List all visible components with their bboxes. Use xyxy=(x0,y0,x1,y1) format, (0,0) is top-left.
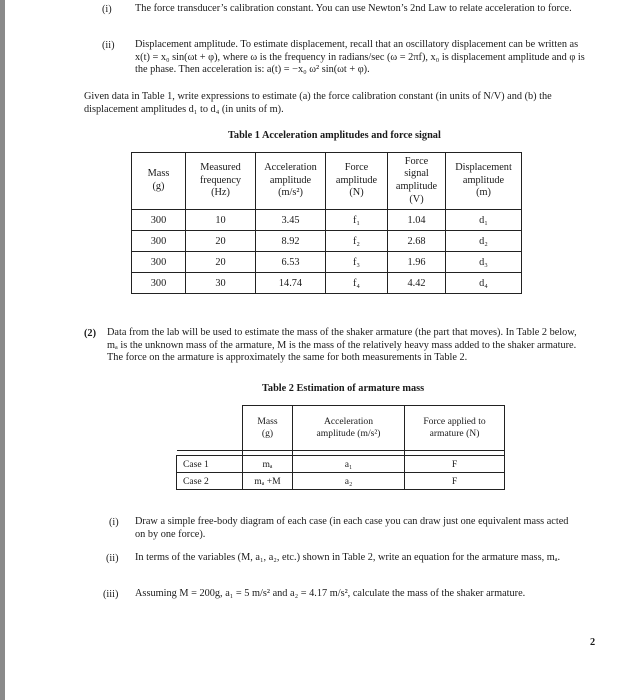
table1-header-displacement: Displacement amplitude (m) xyxy=(446,153,522,210)
table1-cell-frequency: 10 xyxy=(186,210,256,231)
table2-cell-acceleration: a₁ xyxy=(293,456,405,473)
table1-cell-frequency: 20 xyxy=(186,231,256,252)
question-ii-number: (ii) xyxy=(106,553,119,564)
table1-cell-acceleration: 6.53 xyxy=(256,252,326,273)
table1-header-force: Force amplitude (N) xyxy=(326,153,388,210)
page-number: 2 xyxy=(590,637,596,648)
table1-cell-force: f₄ xyxy=(326,273,388,294)
table1-caption: Table 1 Acceleration amplitudes and force signal xyxy=(228,130,441,141)
table1-cell-force: f₂ xyxy=(326,231,388,252)
table1-cell-mass: 300 xyxy=(132,273,186,294)
table1-header-mass: Mass (g) xyxy=(132,153,186,210)
part1-ii-number: (ii) xyxy=(102,40,115,51)
table1-cell-signal: 1.04 xyxy=(388,210,446,231)
table1-cell-acceleration: 14.74 xyxy=(256,273,326,294)
table-row xyxy=(177,473,505,490)
table1-cell-mass: 300 xyxy=(132,231,186,252)
table-row xyxy=(132,210,522,231)
table-row xyxy=(132,273,522,294)
table1-cell-mass: 300 xyxy=(132,252,186,273)
table2-cell-case: Case 2 xyxy=(177,473,243,490)
table-row xyxy=(132,231,522,252)
part1-ii-text: Displacement amplitude. To estimate displacement, recall that an oscillatory displacement can be written as x(t) = x₀ sin(ωt + φ), where ω is the frequency in radians/sec (ω = 2πf), x₀ is displacement amplitude and φ is the phase. Then acceleration is: a(t) = −x₀ ω² sin(ωt + φ). xyxy=(135,39,585,76)
table1-header-row xyxy=(132,153,522,210)
table1-cell-signal: 2.68 xyxy=(388,231,446,252)
table2 xyxy=(176,405,505,490)
table2-cell-force: F xyxy=(405,456,505,473)
part1-i-number: (i) xyxy=(102,4,112,15)
given-data-paragraph: Given data in Table 1, write expressions to estimate (a) the force calibration constant (in units of N/V) and (b) the displacement amplitudes d₁ to d₄ (in units of m). xyxy=(84,91,552,115)
table1-cell-displacement: d₂ xyxy=(446,231,522,252)
table1 xyxy=(131,152,522,294)
question-i-number: (i) xyxy=(109,517,119,528)
table1-header-acceleration: Acceleration amplitude (m/s²) xyxy=(256,153,326,210)
table1-cell-acceleration: 3.45 xyxy=(256,210,326,231)
table1-cell-acceleration: 8.92 xyxy=(256,231,326,252)
table2-header-mass: Mass (g) xyxy=(243,406,293,451)
table1-cell-signal: 1.96 xyxy=(388,252,446,273)
table1-cell-displacement: d₁ xyxy=(446,210,522,231)
table2-cell-acceleration: a₂ xyxy=(293,473,405,490)
table2-header-row xyxy=(177,406,505,451)
part1-i-text: The force transducer’s calibration constant. You can use Newton’s 2nd Law to relate acceleration to force. xyxy=(135,3,572,14)
table1-cell-displacement: d₄ xyxy=(446,273,522,294)
table2-cell-case: Case 1 xyxy=(177,456,243,473)
table2-caption: Table 2 Estimation of armature mass xyxy=(262,383,425,394)
table1-header-signal: Force signal amplitude (V) xyxy=(388,153,446,210)
table-row xyxy=(132,252,522,273)
question-iii-number: (iii) xyxy=(103,589,119,600)
table1-cell-force: f₃ xyxy=(326,252,388,273)
table2-cell-mass: mₐ +M xyxy=(243,473,293,490)
table2-cell-force: F xyxy=(405,473,505,490)
question-iii-text: Assuming M = 200g, a₁ = 5 m/s² and a₂ = 4.17 m/s², calculate the mass of the shaker armature. xyxy=(135,588,526,599)
question-i-text: Draw a simple free-body diagram of each case (in each case you can draw just one equivalent mass acted on by one force). xyxy=(135,516,569,540)
table1-cell-mass: 300 xyxy=(132,210,186,231)
table1-cell-frequency: 30 xyxy=(186,273,256,294)
question-ii-text: In terms of the variables (M, a₁, a₂, etc.) shown in Table 2, write an equation for the armature mass, mₐ. xyxy=(135,552,561,563)
table2-header-blank xyxy=(177,406,243,451)
table2-header-acceleration: Acceleration amplitude (m/s²) xyxy=(293,406,405,451)
table1-cell-force: f₁ xyxy=(326,210,388,231)
part2-paragraph: Data from the lab will be used to estimate the mass of the shaker armature (the part that moves). In Table 2 below, mₐ is the unknown mass of the armature, M is the mass of the relatively heavy mass added to the shaker armature. The force on the armature is approximately the same for both measurements in Table 2. xyxy=(107,327,577,364)
part2-number: (2) xyxy=(84,328,97,339)
table-row xyxy=(177,456,505,473)
table1-header-frequency: Measured frequency (Hz) xyxy=(186,153,256,210)
table2-cell-mass: mₐ xyxy=(243,456,293,473)
table2-header-force: Force applied to armature (N) xyxy=(405,406,505,451)
table1-cell-frequency: 20 xyxy=(186,252,256,273)
table1-cell-signal: 4.42 xyxy=(388,273,446,294)
table1-cell-displacement: d₃ xyxy=(446,252,522,273)
